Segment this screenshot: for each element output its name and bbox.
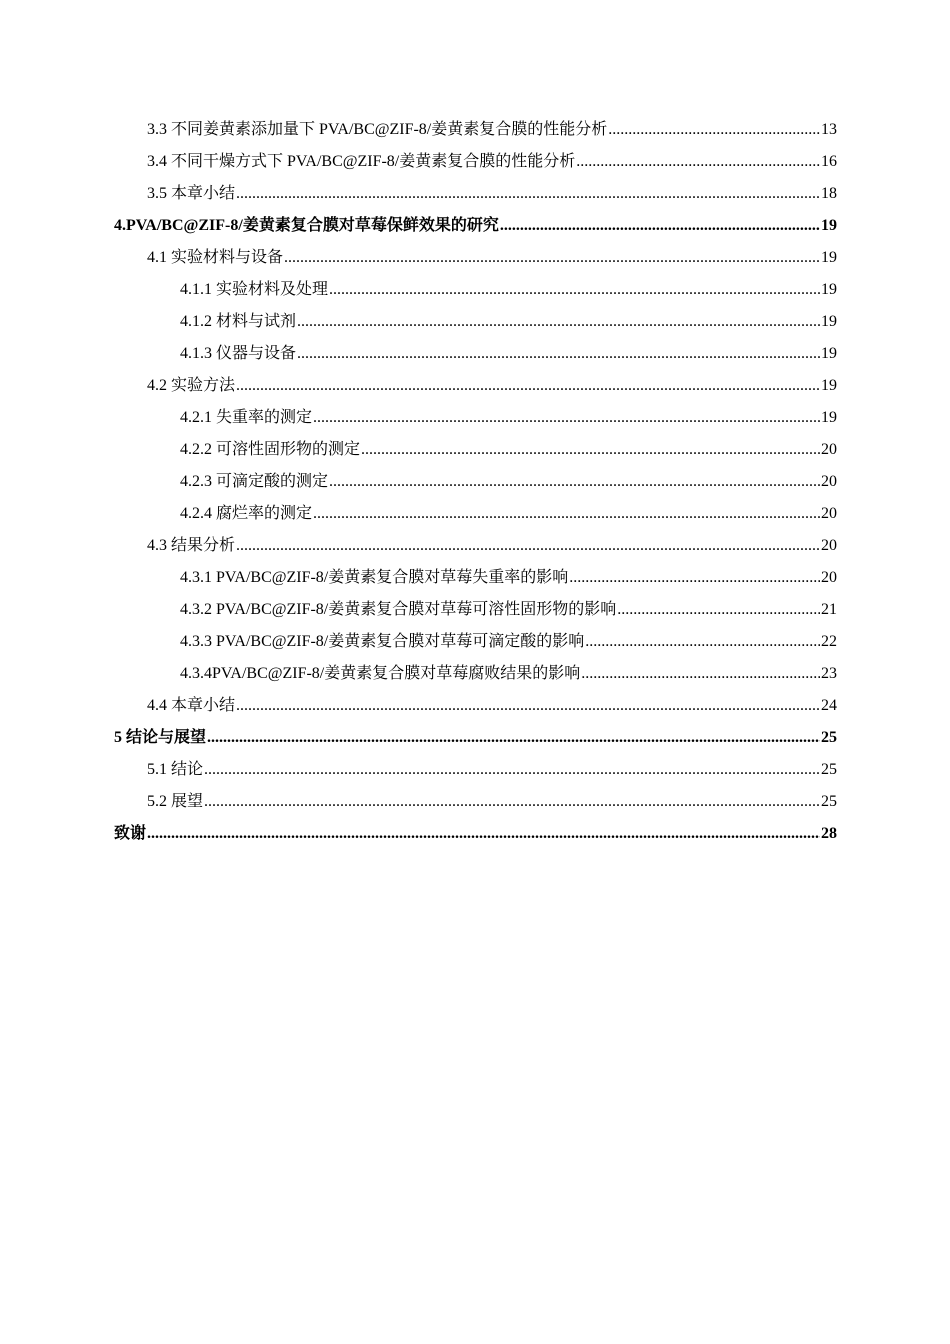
toc-entry-title: 4.2.4 腐烂率的测定 bbox=[180, 505, 313, 522]
toc-subentry[interactable] bbox=[114, 466, 837, 498]
toc-dot-leader bbox=[576, 146, 820, 178]
toc-dot-leader bbox=[569, 562, 820, 594]
toc-page-number: 19 bbox=[821, 345, 837, 362]
toc-chapter-entry[interactable] bbox=[114, 210, 837, 242]
toc-subentry[interactable] bbox=[114, 658, 837, 690]
toc-dot-leader bbox=[581, 658, 820, 690]
toc-dot-leader bbox=[329, 466, 820, 498]
toc-entry-title: 4.1.1 实验材料及处理 bbox=[180, 281, 329, 298]
toc-entry-title: 4.2.3 可滴定酸的测定 bbox=[180, 473, 329, 490]
toc-entry-title: 4.3 结果分析 bbox=[147, 537, 236, 554]
toc-subentry[interactable] bbox=[114, 498, 837, 530]
toc-entry[interactable] bbox=[114, 754, 837, 786]
toc-dot-leader bbox=[236, 178, 820, 210]
toc-subentry[interactable] bbox=[114, 338, 837, 370]
toc-dot-leader bbox=[313, 498, 820, 530]
toc-dot-leader bbox=[617, 594, 820, 626]
toc-page-number: 22 bbox=[821, 633, 837, 650]
toc-subentry[interactable] bbox=[114, 306, 837, 338]
toc-subentry[interactable] bbox=[114, 402, 837, 434]
toc-entry-title: 5.2 展望 bbox=[147, 793, 204, 810]
toc-subentry[interactable] bbox=[114, 562, 837, 594]
toc-entry-title: 3.3 不同姜黄素添加量下 PVA/BC@ZIF-8/姜黄素复合膜的性能分析 bbox=[147, 121, 608, 138]
toc-page-number: 23 bbox=[821, 665, 837, 682]
toc-entry[interactable] bbox=[114, 690, 837, 722]
toc-dot-leader bbox=[297, 338, 820, 370]
toc-subentry[interactable] bbox=[114, 434, 837, 466]
toc-page-number: 25 bbox=[821, 761, 837, 778]
toc-entry-title: 4.2.1 失重率的测定 bbox=[180, 409, 313, 426]
toc-page-number: 28 bbox=[821, 825, 837, 842]
toc-page-number: 19 bbox=[821, 313, 837, 330]
toc-dot-leader bbox=[329, 274, 820, 306]
toc-page-number: 24 bbox=[821, 697, 837, 714]
toc-entry[interactable] bbox=[114, 530, 837, 562]
toc-page-number: 19 bbox=[821, 249, 837, 266]
toc-subentry[interactable] bbox=[114, 626, 837, 658]
toc-entry-title: 4.2 实验方法 bbox=[147, 377, 236, 394]
toc-dot-leader bbox=[236, 370, 820, 402]
toc-entry[interactable] bbox=[114, 242, 837, 274]
toc-entry-title: 4.3.1 PVA/BC@ZIF-8/姜黄素复合膜对草莓失重率的影响 bbox=[180, 569, 569, 586]
toc-page-number: 25 bbox=[821, 729, 837, 746]
toc-page-number: 20 bbox=[821, 537, 837, 554]
toc-dot-leader bbox=[500, 210, 820, 242]
toc-subentry[interactable] bbox=[114, 274, 837, 306]
toc-dot-leader bbox=[585, 626, 820, 658]
toc-chapter-entry[interactable] bbox=[114, 722, 837, 754]
toc-entry-title: 3.5 本章小结 bbox=[147, 185, 236, 202]
toc-page-number: 13 bbox=[821, 121, 837, 138]
toc-entry-title: 4.4 本章小结 bbox=[147, 697, 236, 714]
toc-entry-title: 4.2.2 可溶性固形物的测定 bbox=[180, 441, 361, 458]
toc-subentry[interactable] bbox=[114, 594, 837, 626]
toc-page-number: 21 bbox=[821, 601, 837, 618]
toc-entry-title: 4.1.2 材料与试剂 bbox=[180, 313, 297, 330]
toc-entry[interactable] bbox=[114, 114, 837, 146]
toc-page-number: 16 bbox=[821, 153, 837, 170]
toc-entry[interactable] bbox=[114, 146, 837, 178]
toc-entry-title: 4.3.2 PVA/BC@ZIF-8/姜黄素复合膜对草莓可溶性固形物的影响 bbox=[180, 601, 617, 618]
toc-entry-title: 4.3.4PVA/BC@ZIF-8/姜黄素复合膜对草莓腐败结果的影响 bbox=[180, 665, 581, 682]
toc-dot-leader bbox=[204, 754, 820, 786]
toc-page-number: 20 bbox=[821, 569, 837, 586]
toc-page-number: 19 bbox=[821, 217, 837, 234]
toc-dot-leader bbox=[147, 818, 820, 850]
toc-page-number: 20 bbox=[821, 473, 837, 490]
toc-entry[interactable] bbox=[114, 786, 837, 818]
toc-entry-title: 4.1.3 仪器与设备 bbox=[180, 345, 297, 362]
toc-entry-title: 4.PVA/BC@ZIF-8/姜黄素复合膜对草莓保鲜效果的研究 bbox=[114, 217, 499, 234]
toc-entry-title: 5 结论与展望 bbox=[114, 729, 207, 746]
toc-page-number: 20 bbox=[821, 505, 837, 522]
toc-entry-title: 3.4 不同干燥方式下 PVA/BC@ZIF-8/姜黄素复合膜的性能分析 bbox=[147, 153, 576, 170]
toc-dot-leader bbox=[313, 402, 820, 434]
toc-chapter-entry[interactable] bbox=[114, 818, 837, 850]
toc-entry-title: 4.1 实验材料与设备 bbox=[147, 249, 284, 266]
toc-dot-leader bbox=[204, 786, 820, 818]
toc-dot-leader bbox=[608, 114, 820, 146]
toc-dot-leader bbox=[207, 722, 820, 754]
toc-dot-leader bbox=[284, 242, 820, 274]
toc-page-number: 25 bbox=[821, 793, 837, 810]
toc-page-number: 19 bbox=[821, 377, 837, 394]
toc-dot-leader bbox=[297, 306, 820, 338]
table-of-contents bbox=[114, 114, 837, 850]
toc-page-number: 19 bbox=[821, 409, 837, 426]
toc-entry-title: 5.1 结论 bbox=[147, 761, 204, 778]
toc-dot-leader bbox=[361, 434, 820, 466]
toc-page-number: 20 bbox=[821, 441, 837, 458]
toc-entry-title: 致谢 bbox=[114, 825, 147, 842]
toc-dot-leader bbox=[236, 530, 820, 562]
toc-dot-leader bbox=[236, 690, 820, 722]
toc-entry[interactable] bbox=[114, 178, 837, 210]
toc-entry[interactable] bbox=[114, 370, 837, 402]
toc-page-number: 18 bbox=[821, 185, 837, 202]
toc-page-number: 19 bbox=[821, 281, 837, 298]
toc-entry-title: 4.3.3 PVA/BC@ZIF-8/姜黄素复合膜对草莓可滴定酸的影响 bbox=[180, 633, 585, 650]
